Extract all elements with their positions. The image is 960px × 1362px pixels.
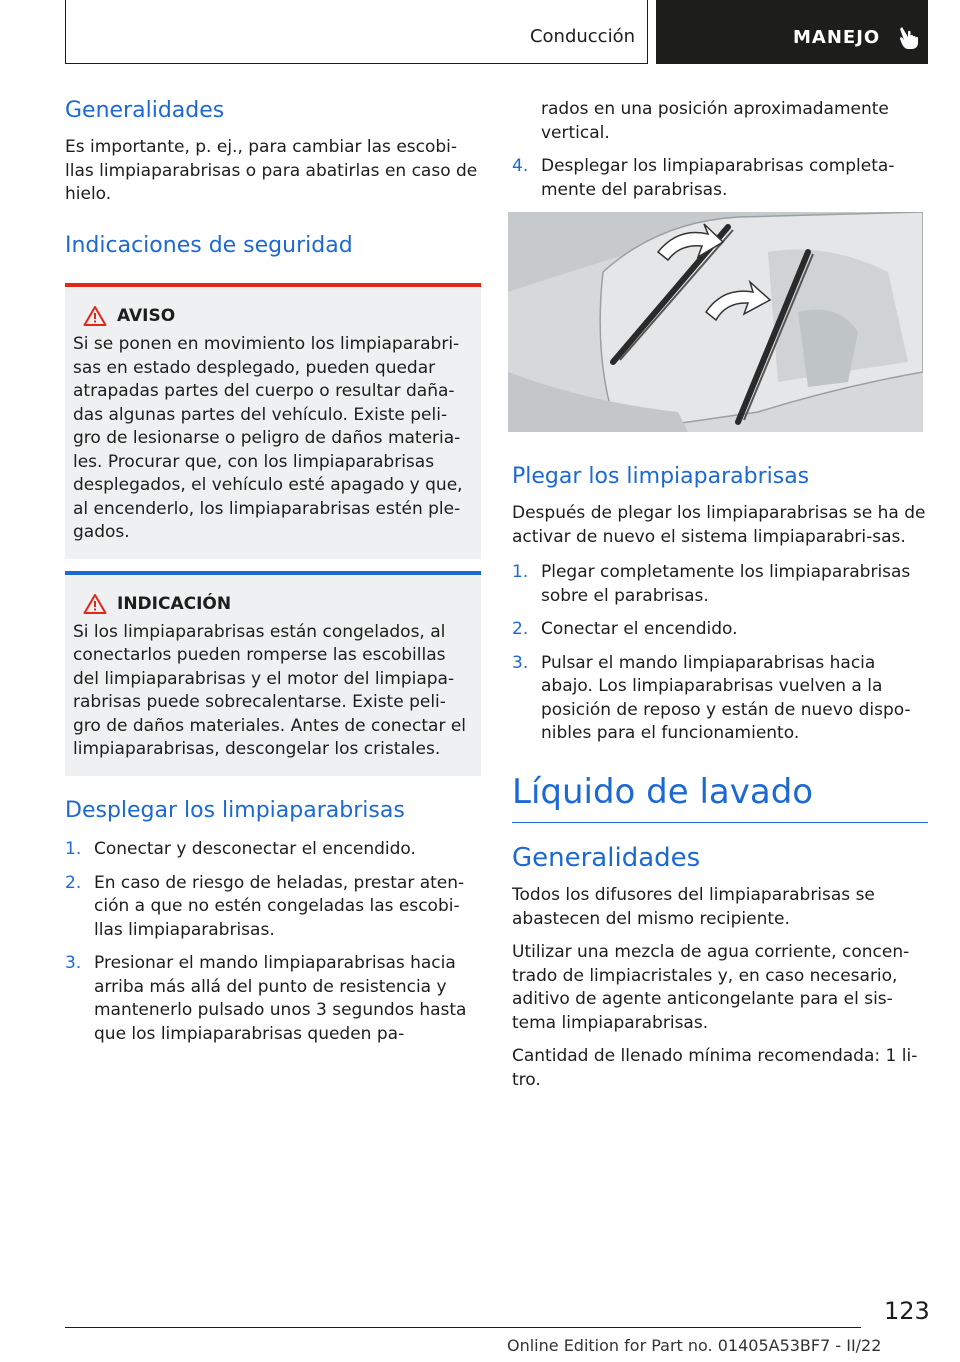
unfold-steps (65, 838, 481, 1046)
left-column (65, 98, 481, 1056)
note-label: INDICACIÓN (117, 593, 232, 614)
fluid-title: Líquido de lavado (512, 772, 928, 823)
header-chapter-tab (656, 0, 928, 64)
warning-triangle-icon (83, 593, 107, 615)
fold-title: Plegar los limpiaparabrisas (512, 464, 810, 489)
generalities-title: Generalidades (65, 98, 225, 123)
fold-intro: Después de plegar los limpiaparabrisas se ha de activar de nuevo el sistema limpiaparabri-sas. (512, 503, 926, 547)
unfold-title: Desplegar los limpiaparabrisas (65, 797, 405, 823)
list-item: 4. Desplegar los limpiaparabrisas completa-mente del parabrisas. (512, 156, 895, 200)
fluid-generalities-title: Generalidades (512, 842, 701, 873)
note-text: Si los limpiaparabrisas están congelados, al conectarlos pueden romperse las escobillas del limpiaparabrisas y el motor del limpiapa-rabrisas puede sobrecalentarse. Existe peli-gro de daños materiales. Antes de conectar el limpiaparabrisas, descongelar los cristales. (73, 621, 467, 760)
list-item: 1. Plegar completamente los limpiaparabrisas sobre el parabrisas. (512, 562, 911, 606)
fluid-paragraph-2: Utilizar una mezcla de agua corriente, concen-trado de limpiacristales y, en caso necesario, aditivo de agente anticongelante para el sis-tema limpiaparabrisas. (512, 942, 910, 1033)
note-box (65, 571, 481, 776)
right-column (512, 98, 928, 1092)
fold-steps (512, 561, 928, 746)
hand-pointer-icon (896, 24, 922, 50)
safety-title: Indicaciones de seguridad (65, 232, 353, 258)
continuation-text: rados en una posición aproximadamente vertical. (541, 99, 889, 143)
wiper-illustration (508, 212, 923, 432)
footer-divider (65, 1327, 861, 1328)
generalities-text: Es importante, p. ej., para cambiar las escobi-llas limpiaparabrisas o para abatirlas en caso de hielo. (65, 137, 478, 205)
list-item: 3. Presionar el mando limpiaparabrisas hacia arriba más allá del punto de resistencia y mantenerlo pulsado unos 3 segundos hasta que los limpiaparabrisas queden pa- (65, 953, 467, 1044)
warning-label: AVISO (117, 306, 176, 327)
unfold-step-4 (512, 155, 928, 202)
warning-triangle-icon (83, 305, 107, 327)
warning-text: Si se ponen en movimiento los limpiaparabri-sas en estado desplegado, pueden quedar atrapadas partes del cuerpo o resultar daña-das algunas partes del vehículo. Existe peli-gro de lesionarse o peligro de daños materia-les. Procurar que, con los limpiaparabrisas desplegados, el vehículo esté apagado y que, al encenderlo, los limpiaparabrisas estén ple-gados. (73, 334, 463, 543)
fluid-paragraph-1: Todos los difusores del limpiaparabrisas se abastecen del mismo recipiente. (512, 885, 875, 929)
page-number: 123 (884, 1297, 930, 1325)
header-section-label: Conducción (529, 26, 635, 47)
list-item: 1. Conectar y desconectar el encendido. (65, 839, 416, 860)
list-item: 3. Pulsar el mando limpiaparabrisas hacia abajo. Los limpiaparabrisas vuelven a la posición de reposo y están de nuevo dispo-nibles para el funcionamiento. (512, 652, 911, 744)
header-section-tab (65, 0, 648, 64)
list-item: 2. Conectar el encendido. (512, 619, 738, 640)
list-item: 2. En caso de riesgo de heladas, prestar aten-ción a que no estén congeladas las escobi-llas limpiaparabrisas. (65, 872, 465, 940)
warning-box (65, 283, 481, 559)
fluid-paragraph-3: Cantidad de llenado mínima recomendada: 1 li-tro. (512, 1046, 918, 1090)
header-chapter-label: MANEJO (793, 27, 881, 48)
footer-edition: Online Edition for Part no. 01405A53BF7 - II/22 (507, 1336, 882, 1355)
